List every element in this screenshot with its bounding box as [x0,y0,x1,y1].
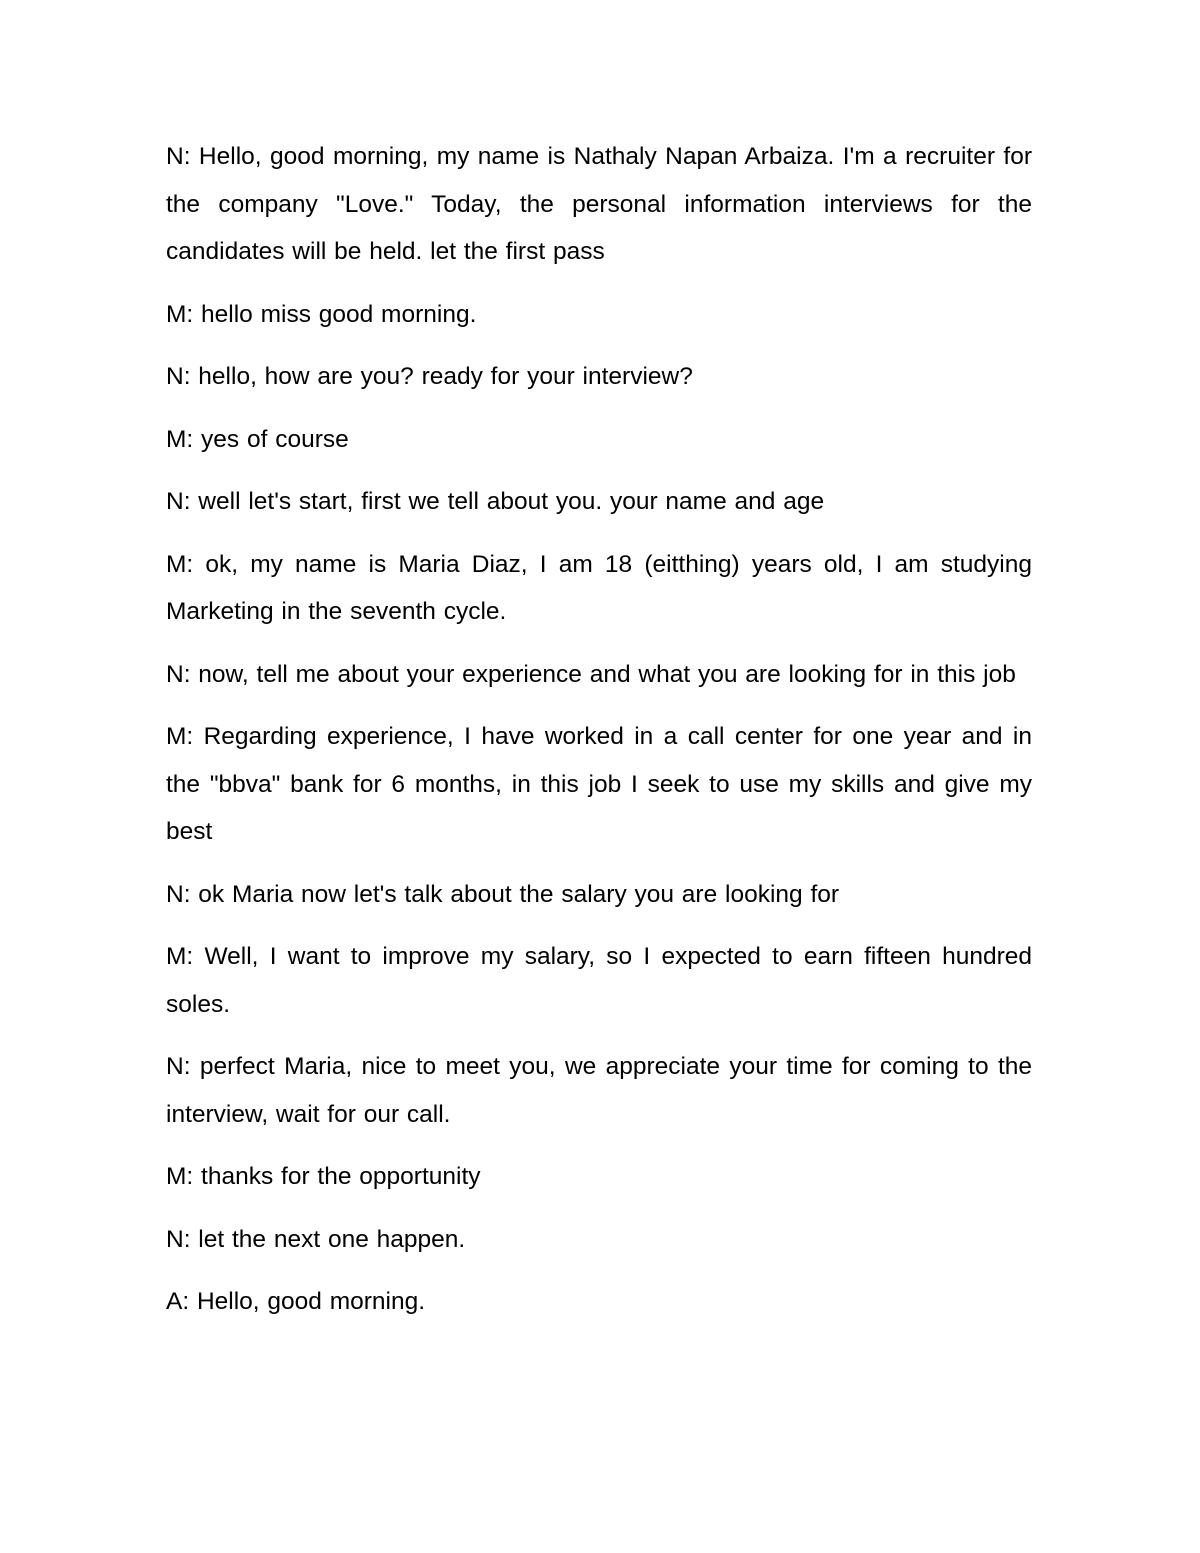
paragraph-9: N: ok Maria now let's talk about the salary you are looking for [166,880,840,908]
paragraph-8: M: Regarding experience, I have worked in a call center for one year and in the "bbva" bank for 6 months, in this job I seek to use my skills and give my best [166,723,1032,845]
paragraph-13: N: let the next one happen. [166,1225,466,1253]
paragraph-1: N: Hello, good morning, my name is Nathaly Napan Arbaiza. I'm a recruiter for the company "Love." Today, the personal information interviews for the candidates will be held. let the first pass [166,143,1032,265]
paragraph-7: N: now, tell me about your experience and what you are looking for in this job [166,660,1016,688]
paragraph-3: N: hello, how are you? ready for your interview? [166,363,693,390]
paragraph-2: M: hello miss good morning. [166,300,477,328]
paragraph-4: M: yes of course [166,425,349,453]
paragraph-12: M: thanks for the opportunity [166,1163,481,1190]
paragraph-10: M: Well, I want to improve my salary, so I expected to earn fifteen hundred soles. [166,943,1032,1018]
paragraph-14: A: Hello, good morning. [166,1288,426,1315]
paragraph-11: N: perfect Maria, nice to meet you, we appreciate your time for coming to the interview, wait for our call. [166,1053,1032,1128]
document-body [166,133,1032,1341]
paragraph-5: N: well let's start, first we tell about you. your name and age [166,488,825,515]
paragraph-6: M: ok, my name is Maria Diaz, I am 18 (eitthing) years old, I am studying Marketing in the seventh cycle. [166,550,1032,625]
